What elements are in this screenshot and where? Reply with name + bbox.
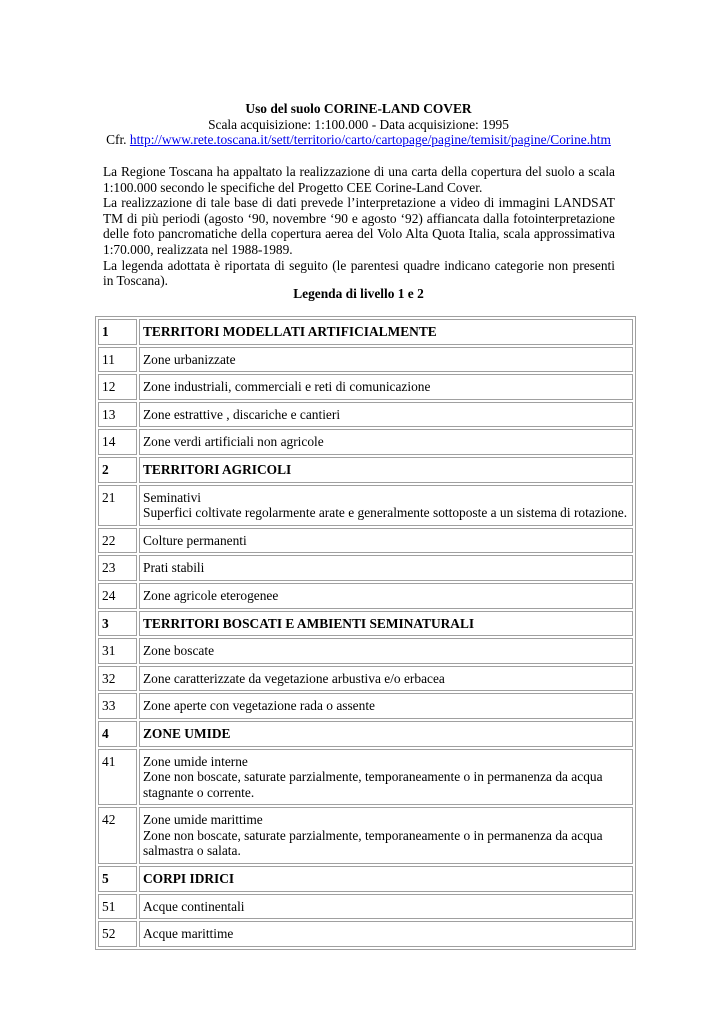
legend-subcategory-row: [98, 583, 633, 609]
legend-table-body: [98, 319, 633, 947]
legend-code: 22: [98, 528, 137, 554]
legend-description-cell: [139, 555, 633, 581]
legend-label: Prati stabili: [143, 560, 205, 576]
legend-title: Legenda di livello 1 e 2: [293, 286, 424, 301]
legend-category-row: [98, 721, 633, 747]
document-header: [100, 101, 617, 148]
legend-code: 52: [98, 921, 137, 947]
legend-code: 2: [98, 457, 137, 483]
legend-category-row: [98, 866, 633, 892]
legend-label: Zone industriali, commerciali e reti di comunicazione: [143, 379, 431, 395]
legend-code: 14: [98, 429, 137, 455]
intro-paragraph-3: La legenda adottata è riportata di seguito (le parentesi quadre indicano categorie non presenti in Toscana).: [103, 257, 615, 289]
legend-subcategory-row: [98, 894, 633, 920]
legend-description-cell: [139, 807, 633, 864]
legend-code: 51: [98, 894, 137, 920]
legend-description-cell: [139, 693, 633, 719]
legend-label: Zone umide interne: [143, 753, 248, 769]
legend-description-cell: [139, 583, 633, 609]
legend-subcategory-row: [98, 921, 633, 947]
legend-code: 21: [98, 485, 137, 526]
legend-label: Acque marittime: [143, 926, 234, 942]
legend-code: 12: [98, 374, 137, 400]
legend-label: Colture permanenti: [143, 532, 247, 548]
legend-label: CORPI IDRICI: [143, 871, 235, 887]
legend-code: 32: [98, 666, 137, 692]
legend-label: TERRITORI MODELLATI ARTIFICIALMENTE: [143, 324, 437, 339]
legend-label: TERRITORI BOSCATI E AMBIENTI SEMINATURALI: [143, 615, 475, 631]
legend-label: ZONE UMIDE: [143, 725, 231, 741]
legend-label: Zone umide marittime: [143, 812, 263, 828]
legend-description-cell: [139, 429, 633, 455]
legend-code: 3: [98, 611, 137, 637]
legend-label: Zone agricole eterogenee: [143, 587, 279, 603]
intro-text: [103, 164, 615, 289]
legend-subcategory-row: [98, 555, 633, 581]
legend-description-cell: [139, 347, 633, 373]
legend-category-row: [98, 611, 633, 637]
legend-description-cell: [139, 749, 633, 806]
legend-label: Acque continentali: [143, 898, 245, 914]
legend-category-row: [98, 319, 633, 345]
legend-subcategory-row: [98, 347, 633, 373]
legend-description-cell: [139, 866, 633, 892]
legend-description-cell: [139, 485, 633, 526]
legend-subcategory-row: [98, 693, 633, 719]
legend-detail: Superfici coltivate regolarmente arate e generalmente sottoposte a un sistema di rotazione.: [143, 505, 628, 521]
legend-description-cell: [139, 921, 633, 947]
legend-detail: Zone non boscate, saturate parzialmente, temporaneamente o in permanenza da acqua salmastra o salata.: [143, 827, 603, 859]
legend-label: Zone aperte con vegetazione rada o assente: [143, 698, 375, 714]
corine-link[interactable]: http://www.rete.toscana.it/sett/territorio/carto/cartopage/pagine/temisit/pagine/Corine.htm: [129, 132, 611, 148]
intro-paragraph-1: La Regione Toscana ha appaltato la realizzazione di una carta della copertura del suolo a scala 1:100.000 secondo le specifiche del Progetto CEE Corine-Land Cover.: [103, 164, 615, 195]
legend-subcategory-row: [98, 429, 633, 455]
legend-code: 42: [98, 807, 137, 864]
legend-label: Zone urbanizzate: [143, 351, 236, 367]
intro-paragraph-2: La realizzazione di tale base di dati prevede l’interpretazione a video di immagini LANDSAT TM di più periodi (agosto ‘90, novembre ‘90 e agosto ‘92) affiancata dalla fotointerpretazione delle foto pancromatiche della copertura aerea del Volo Alta Quota Italia, scala approssimativa 1:70.000, realizzata nel 1988-1989.: [103, 195, 615, 257]
legend-code: 23: [98, 555, 137, 581]
legend-code: 31: [98, 638, 137, 664]
legend-subcategory-row: [98, 666, 633, 692]
legend-description-cell: [139, 611, 633, 637]
legend-label: Zone estrattive , discariche e cantieri: [143, 406, 341, 422]
reference-line: [100, 132, 617, 148]
legend-description-cell: [139, 402, 633, 428]
legend-code: 13: [98, 402, 137, 428]
legend-description-cell: [139, 374, 633, 400]
legend-detail: Zone non boscate, saturate parzialmente, temporaneamente o in permanenza da acqua stagnante o corrente.: [143, 769, 603, 800]
legend-subcategory-row: [98, 485, 633, 526]
document-title: Uso del suolo CORINE-LAND COVER: [245, 101, 472, 116]
legend-code: 24: [98, 583, 137, 609]
scale-line: Scala acquisizione: 1:100.000 - Data acquisizione: 1995: [208, 116, 509, 132]
legend-table: [95, 316, 636, 950]
legend-subcategory-row: [98, 749, 633, 806]
legend-label: Zone verdi artificiali non agricole: [143, 434, 324, 450]
legend-code: 5: [98, 866, 137, 892]
legend-code: 1: [98, 319, 137, 345]
legend-subcategory-row: [98, 638, 633, 664]
legend-label: Zone caratterizzate da vegetazione arbustiva e/o erbacea: [143, 670, 445, 686]
legend-description-cell: [139, 528, 633, 554]
legend-code: 41: [98, 749, 137, 806]
legend-code: 4: [98, 721, 137, 747]
legend-description-cell: [139, 721, 633, 747]
legend-description-cell: [139, 894, 633, 920]
legend-label: TERRITORI AGRICOLI: [143, 461, 292, 477]
legend-subcategory-row: [98, 402, 633, 428]
legend-subcategory-row: [98, 374, 633, 400]
legend-description-cell: [139, 638, 633, 664]
legend-subcategory-row: [98, 528, 633, 554]
legend-code: 11: [98, 347, 137, 373]
legend-description-cell: [139, 666, 633, 692]
legend-description-cell: [139, 457, 633, 483]
cfr-label: Cfr.: [106, 132, 130, 148]
legend-subcategory-row: [98, 807, 633, 864]
legend-label: Zone boscate: [143, 643, 215, 659]
legend-code: 33: [98, 693, 137, 719]
legend-description-cell: [139, 319, 633, 345]
legend-category-row: [98, 457, 633, 483]
legend-label: Seminativi: [143, 489, 202, 505]
